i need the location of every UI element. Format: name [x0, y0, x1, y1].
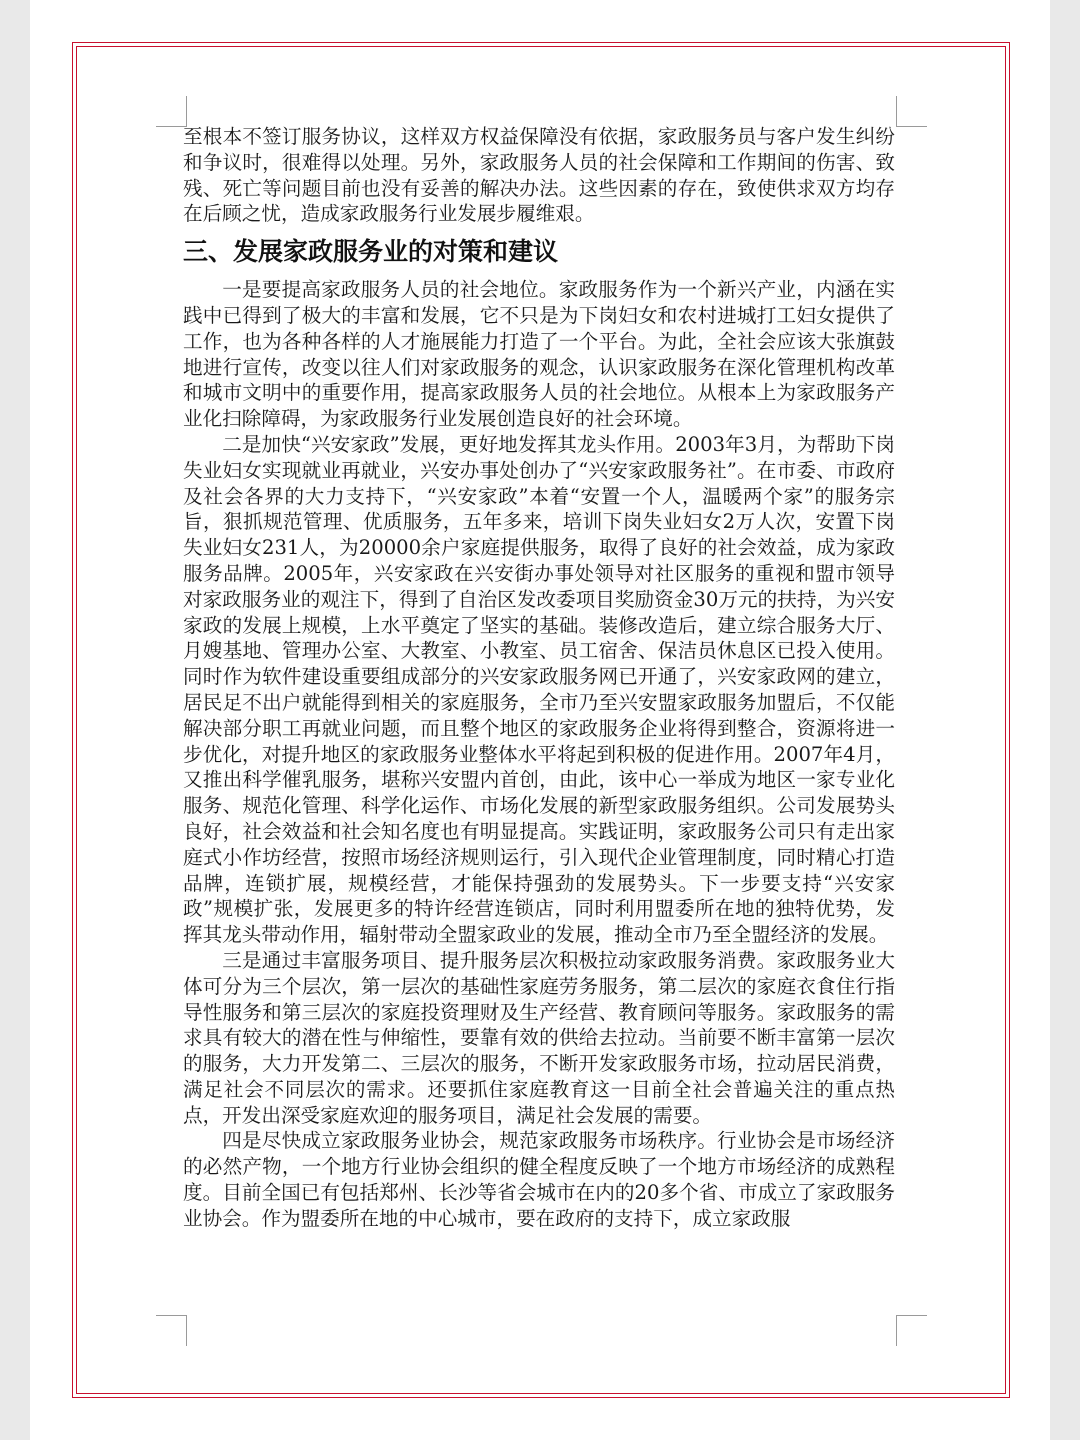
crop-mark-bottom-right	[896, 1315, 927, 1346]
crop-mark-top-right	[896, 96, 927, 127]
paragraph-1: 一是要提高家政服务人员的社会地位。家政服务作为一个新兴产业，内涵在实践中已得到了极大的丰富和发展，它不只是为下岗妇女和农村进城打工妇女提供了工作，也为各种各样的人才施展能力打造了一个平台。为此，全社会应该大张旗鼓地进行宣传，改变以往人们对家政服务的观念，认识家政服务在深化管理机构改革和城市文明中的重要作用，提高家政服务人员的社会地位。从根本上为家政服务产业化扫除障碍，为家政服务行业发展创造良好的社会环境。	[183, 278, 895, 431]
paragraph-2: 二是加快“兴安家政”发展，更好地发挥其龙头作用。2003年3月，为帮助下岗失业妇女实现就业再就业，兴安办事处创办了“兴安家政服务社”。在市委、市政府及社会各界的大力支持下，“兴安家政”本着“安置一个人，温暖两个家”的服务宗旨，狠抓规范管理、优质服务，五年多来，培训下岗失业妇女2万人次，安置下岗失业妇女231人，为20000余户家庭提供服务，取得了良好的社会效益，成为家政服务品牌。2005年，兴安家政在兴安街办事处领导对社区服务的重视和盟市领导对家政服务业的观注下，得到了自治区发改委项目奖励资金30万元的扶持，为兴安家政的发展上规模，上水平奠定了坚实的基础。装修改造后，建立综合服务大厅、月嫂基地、管理办公室、大教室、小教室、员工宿舍、保洁员休息区已投入使用。同时作为软件建设重要组成部分的兴安家政服务网已开通了，兴安家政网的建立，居民足不出户就能得到相关的家庭服务，全市乃至兴安盟家政服务加盟后，不仅能解决部分职工再就业问题，而且整个地区的家政服务企业将得到整合，资源将进一步优化，对提升地区的家政服务业整体水平将起到积极的促进作用。2007年4月，又推出科学催乳服务，堪称兴安盟内首创，由此，该中心一举成为地区一家专业化服务、规范化管理、科学化运作、市场化发展的新型家政服务组织。公司发展势头良好，社会效益和社会知名度也有明显提高。实践证明，家政服务公司只有走出家庭式小作坊经营，按照市场经济规则运行，引入现代企业管理制度，同时精心打造品牌，连锁扩展，规模经营，才能保持强劲的发展势头。下一步要支持“兴安家政”规模扩张，发展更多的特许经营连锁店，同时利用盟委所在地的独特优势，发挥其龙头带动作用，辐射带动全盟家政业的发展，推动全市乃至全盟经济的发展。	[183, 432, 895, 947]
document-page	[30, 0, 1050, 1440]
crop-mark-bottom-left	[156, 1315, 187, 1346]
intro-paragraph: 至根本不签订服务协议，这样双方权益保障没有依据，家政服务员与客户发生纠纷和争议时，很难得以处理。另外，家政服务人员的社会保障和工作期间的伤害、致残、死亡等问题目前也没有妥善的解决办法。这些因素的存在，致使供求双方均存在后顾之忧，造成家政服务行业发展步履维艰。	[183, 125, 895, 226]
section-heading: 三、发展家政服务业的对策和建议	[183, 237, 559, 267]
crop-mark-top-left	[156, 96, 187, 127]
paragraph-4: 四是尽快成立家政服务业协会，规范家政服务市场秩序。行业协会是市场经济的必然产物，一个地方行业协会组织的健全程度反映了一个地方市场经济的成熟程度。目前全国已有包括郑州、长沙等省会城市在内的20多个省、市成立了家政服务业协会。作为盟委所在地的中心城市，要在政府的支持下，成立家政服	[183, 1129, 895, 1230]
document-body	[183, 124, 895, 1232]
paragraph-3: 三是通过丰富服务项目、提升服务层次积极拉动家政服务消费。家政服务业大体可分为三个层次，第一层次的基础性家庭劳务服务，第二层次的家庭衣食住行指导性服务和第三层次的家庭投资理财及生产经营、教育顾问等服务。家政服务的需求具有较大的潜在性与伸缩性，要靠有效的供给去拉动。当前要不断丰富第一层次的服务，大力开发第二、三层次的服务，不断开发家政服务市场，拉动居民消费，满足社会不同层次的需求。还要抓住家庭教育这一目前全社会普遍关注的重点热点，开发出深受家庭欢迎的服务项目，满足社会发展的需要。	[183, 948, 895, 1127]
